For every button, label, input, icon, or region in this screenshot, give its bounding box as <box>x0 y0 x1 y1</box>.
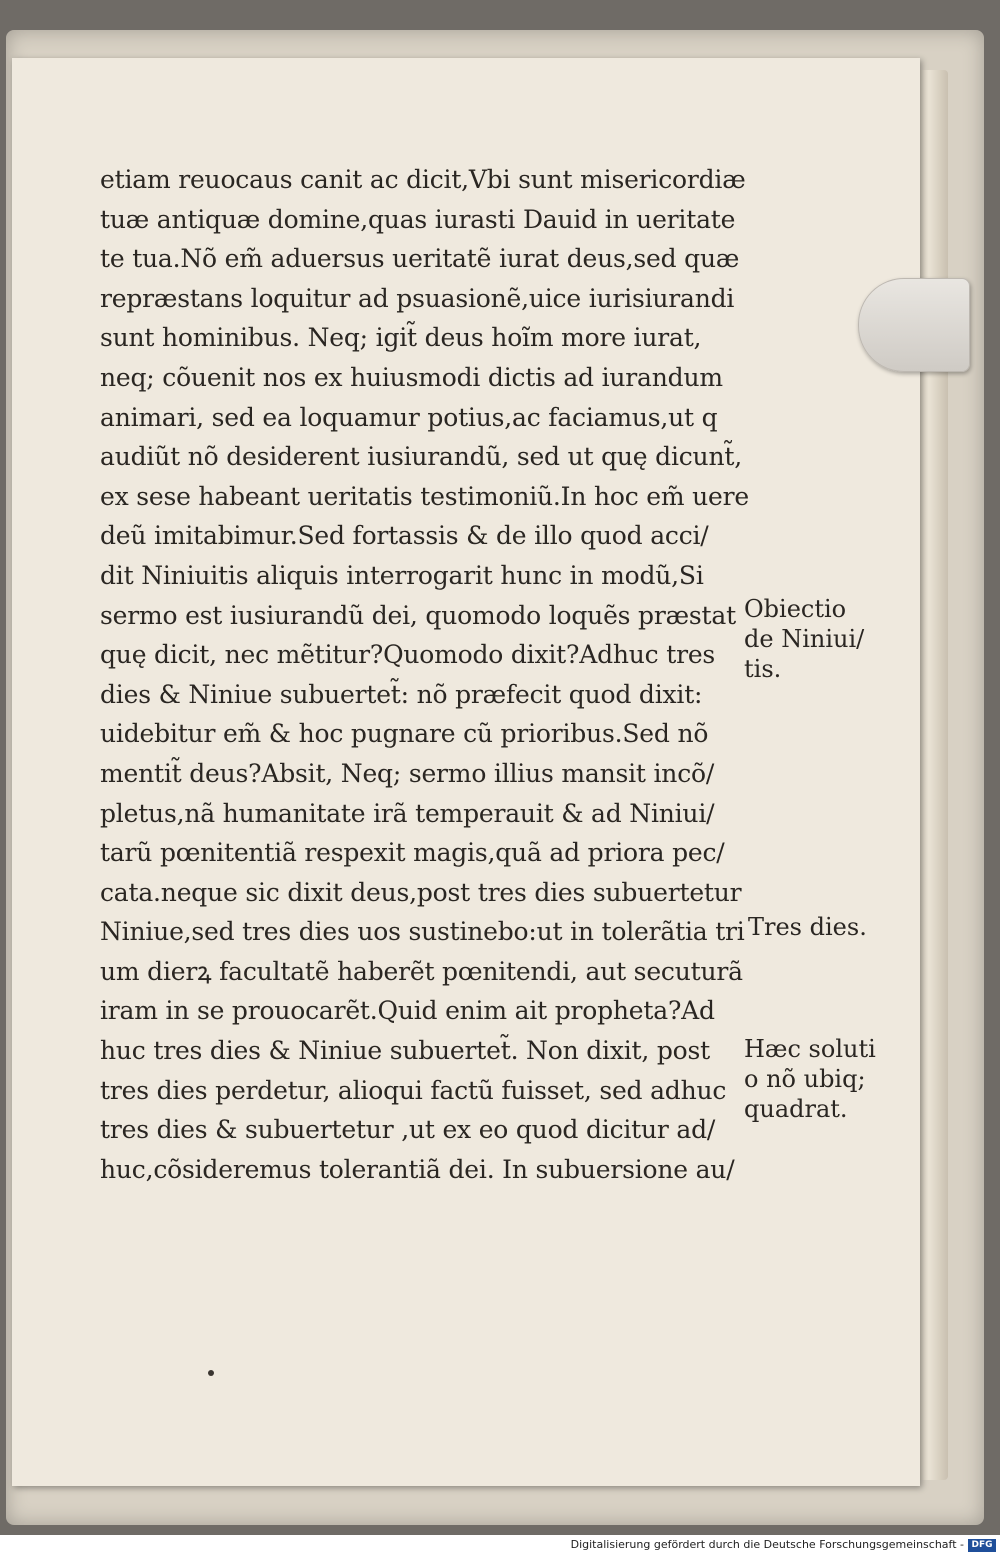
text-line: cata.neque sic dixit deus,post tres dies subuertetur <box>100 877 742 907</box>
footer-bar <box>0 1535 1000 1557</box>
page-clip <box>858 278 970 372</box>
footer-credit: Digitalisierung gefördert durch die Deutsche Forschungsgemeinschaft - <box>570 1538 964 1551</box>
margin-note-solutio <box>744 1034 876 1124</box>
text-line: neq; cõuenit nos ex huiusmodi dictis ad iurandum <box>100 362 723 392</box>
margin-note-line: de Niniui/ <box>744 625 865 653</box>
text-line: iram in se prouocarẽt.Quid enim ait propheta?Ad <box>100 996 715 1026</box>
main-text-block <box>100 160 749 1189</box>
text-line: tres dies & subuertetur ,ut ex eo quod dicitur ad/ <box>100 1115 716 1145</box>
dfg-logo: DFG <box>968 1539 996 1552</box>
text-line: uidebitur em̃ & hoc pugnare cũ prioribus.Sed nõ <box>100 719 709 749</box>
text-line: dies & Niniue subuertet̃: nõ præfecit quod dixit: <box>100 679 703 709</box>
margin-note-line: Obiectio <box>744 595 847 623</box>
margin-note-objection <box>744 594 864 684</box>
margin-note-line: Tres dies. <box>748 913 867 941</box>
text-line: tres dies perdetur, alioqui factũ fuisset, sed adhuc <box>100 1075 727 1105</box>
margin-note-line: Hæc soluti <box>744 1035 876 1063</box>
text-line: tuæ antiquæ domine,quas iurasti Dauid in ueritate <box>100 204 736 234</box>
text-line: huc tres dies & Niniue subuertet̃. Non dixit, post <box>100 1036 710 1066</box>
text-line: ex sese habeant ueritatis testimoniũ.In hoc em̃ uere <box>100 481 749 511</box>
text-line: pletus,nã humanitate irã temperauit & ad Niniui/ <box>100 798 715 828</box>
text-line: te tua.Nõ em̃ aduersus ueritatẽ iurat deus,sed quæ <box>100 244 740 274</box>
text-line: animari, sed ea loquamur potius,ac faciamus,ut q <box>100 402 718 432</box>
text-line: Niniue,sed tres dies uos sustinebo:ut in tolerãtia tri <box>100 917 745 947</box>
margin-note-line: tis. <box>744 655 782 683</box>
text-line: sunt hominibus. Neq; igit̃ deus hoĩm more iurat, <box>100 323 702 353</box>
text-line: sermo est iusiurandũ dei, quomodo loquẽs præstat <box>100 600 736 630</box>
ink-dot <box>208 1370 214 1376</box>
text-line: dit Niniuitis aliquis interrogarit hunc in modũ,Si <box>100 560 704 590</box>
margin-note-tres-dies <box>748 912 867 942</box>
text-line: um dierꝝ facultatẽ haberẽt pœnitendi, aut secuturã <box>100 956 743 986</box>
text-line: mentit̃ deus?Absit, Neq; sermo illius mansit incõ/ <box>100 758 715 788</box>
text-line: etiam reuocaus canit ac dicit,Vbi sunt misericordiæ <box>100 165 746 194</box>
text-line: huc,cõsideremus tolerantiã dei. In subuersione au/ <box>100 1154 735 1184</box>
text-line: repræstans loquitur ad psuasionẽ,uice iurisiurandi <box>100 283 735 313</box>
margin-note-line: o nõ ubiq; <box>744 1065 866 1093</box>
text-line: deũ imitabimur.Sed fortassis & de illo quod acci/ <box>100 521 709 551</box>
text-line: quę dicit, nec mẽtitur?Quomodo dixit?Adhuc tres <box>100 640 716 670</box>
margin-note-line: quadrat. <box>744 1095 848 1123</box>
text-line: audiũt nõ desiderent iusiurandũ, sed ut quę dicunt̃, <box>100 442 742 472</box>
text-line: tarũ pœnitentiã respexit magis,quã ad priora pec/ <box>100 838 725 868</box>
